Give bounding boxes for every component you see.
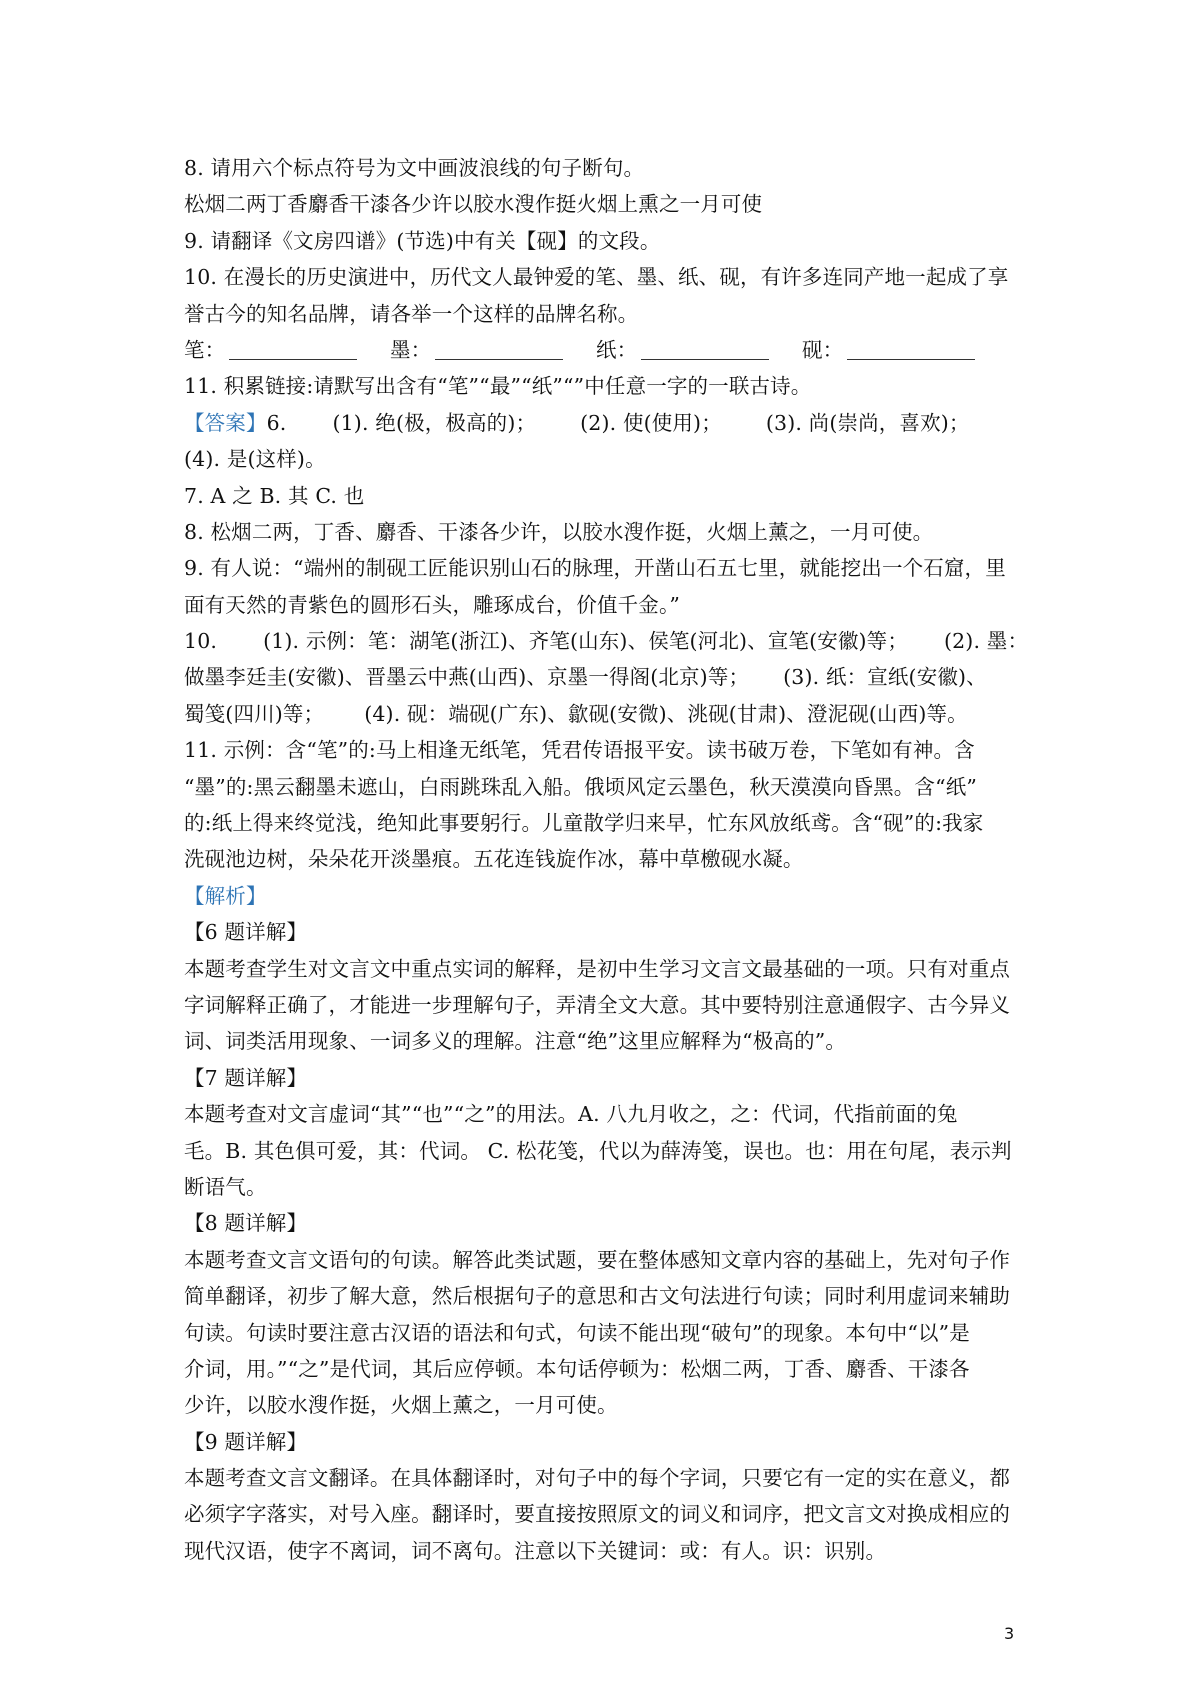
question-11-prompt: 11. 积累链接:请默写出含有“笔”“最”“纸”“”中任意一字的一联古诗。 bbox=[184, 374, 812, 399]
detail-7-heading: 【7 题详解】 bbox=[184, 1065, 308, 1090]
question-9-prompt: 9. 请翻译《文房四谱》(节选)中有关【砚】的文段。 bbox=[184, 228, 661, 253]
answer-6-line-1 bbox=[184, 405, 1030, 441]
question-10-prompt-line-2: 誉古今的知名品牌，请各举一个这样的品牌名称。 bbox=[184, 301, 639, 326]
paper-blank bbox=[641, 339, 769, 360]
answer-10-part-1: (1). 示例：笔：湖笔(浙江)、齐笔(山东)、侯笔(河北)、宣笔(安徽)等； bbox=[263, 629, 908, 654]
answer-11-line-4: 洗砚池边树，朵朵花开淡墨痕。五花连钱旋作冰，幕中草檄砚水凝。 bbox=[184, 847, 804, 872]
detail-8-line: 本题考查文言文语句的句读。解答此类试题，要在整体感知文章内容的基础上，先对句子作 bbox=[184, 1247, 1010, 1272]
answer-8: 8. 松烟二两，丁香、麝香、干漆各少许，以胶水溲作挺，火烟上薰之，一月可使。 bbox=[184, 519, 934, 544]
ink-blank bbox=[435, 339, 563, 360]
detail-8-line: 简单翻译，初步了解大意，然后根据句子的意思和古文句法进行句读；同时利用虚词来辅助 bbox=[184, 1284, 1010, 1309]
answer-11-line-1: 11. 示例：含“笔”的:马上相逢无纸笔，凭君传语报平安。读书破万卷，下笔如有神。含 bbox=[184, 738, 975, 763]
detail-8-line: 介词，用。”“之”是代词，其后应停顿。本句话停顿为：松烟二两，丁香、麝香、干漆各 bbox=[184, 1356, 970, 1381]
answer-6-line-2: (4). 是(这样)。 bbox=[184, 447, 326, 472]
detail-9-heading: 【9 题详解】 bbox=[184, 1429, 308, 1454]
detail-9-line: 现代汉语，使字不离词，词不离句。注意以下关键词：或：有人。识：识别。 bbox=[184, 1538, 887, 1563]
detail-8-line: 句读。句读时要注意古汉语的语法和句式，句读不能出现“破句”的现象。本句中“以”是 bbox=[184, 1320, 970, 1345]
document-body bbox=[184, 150, 1030, 1569]
inkstone-blank bbox=[847, 339, 975, 360]
page-number: 3 bbox=[1004, 1624, 1015, 1643]
answer-6-part-3: (3). 尚(崇尚，喜欢)； bbox=[765, 410, 970, 435]
detail-6-line: 字词解释正确了，才能进一步理解句子，弄清全文大意。其中要特别注意通假字、古今异义 bbox=[184, 992, 1010, 1017]
answer-6-part-1: (1). 绝(极，极高的)； bbox=[332, 410, 537, 435]
analysis-tag: 【解析】 bbox=[184, 883, 267, 908]
ink-label: 墨： bbox=[389, 337, 432, 362]
answer-10-line-3-part-2: (4). 砚：端砚(广东)、歙砚(安微)、洮砚(甘肃)、澄泥砚(山西)等。 bbox=[364, 701, 968, 726]
answer-10-line-2-part-1: 做墨李廷圭(安徽)、晋墨云中燕(山西)、京墨一得阁(北京)等； bbox=[184, 665, 750, 690]
answer-11-line-2: “墨”的:黑云翻墨未遮山，白雨跳珠乱入船。俄顷风定云墨色，秋天漠漠向昏黑。含“纸” bbox=[184, 774, 977, 799]
answer-10-line-3-part-1: 蜀笺(四川)等； bbox=[184, 701, 325, 726]
answer-10-line-2 bbox=[184, 659, 1030, 695]
detail-7-line: 毛。B. 其色俱可爱，其：代词。 C. 松花笺，代以为薛涛笺，误也。也：用在句尾，表示判 bbox=[184, 1138, 1012, 1163]
question-10-blanks bbox=[184, 332, 1030, 368]
detail-9-line: 本题考查文言文翻译。在具体翻译时，对句子中的每个字词，只要它有一定的实在意义，都 bbox=[184, 1466, 1010, 1491]
detail-8-heading: 【8 题详解】 bbox=[184, 1211, 308, 1236]
answer-11-line-3: 的:纸上得来终觉浅，绝知此事要躬行。儿童散学归来早，忙东风放纸鸢。含“砚”的:我家 bbox=[184, 811, 984, 836]
answer-10-line-1 bbox=[184, 623, 1030, 659]
inkstone-label: 砚： bbox=[801, 337, 844, 362]
detail-7-line: 断语气。 bbox=[184, 1174, 267, 1199]
answer-10-line-3 bbox=[184, 696, 1030, 732]
detail-6-heading: 【6 题详解】 bbox=[184, 920, 308, 945]
answer-6-number: 6. bbox=[266, 410, 287, 435]
answer-10-number: 10. bbox=[184, 629, 218, 654]
detail-6-line: 本题考查学生对文言文中重点实词的解释，是初中生学习文言文最基础的一项。只有对重点 bbox=[184, 956, 1010, 981]
answer-7: 7. A 之 B. 其 C. 也 bbox=[184, 483, 365, 508]
question-8-prompt: 8. 请用六个标点符号为文中画波浪线的句子断句。 bbox=[184, 156, 645, 180]
answer-tag: 【答案】 bbox=[184, 410, 267, 435]
brush-label: 笔： bbox=[184, 337, 226, 362]
answer-9-line-1: 9. 有人说：“端州的制砚工匠能识别山石的脉理，开凿山石五七里，就能挖出一个石窟，里 bbox=[184, 556, 1006, 581]
question-8-sentence: 松烟二两丁香麝香干漆各少许以胶水溲作挺火烟上熏之一月可使 bbox=[184, 192, 763, 217]
answer-9-line-2: 面有天然的青紫色的圆形石头，雕琢成台，价值千金。” bbox=[184, 592, 680, 617]
question-10-prompt-line-1: 10. 在漫长的历史演进中，历代文人最钟爱的笔、墨、纸、砚，有许多连同产地一起成了享 bbox=[184, 265, 1009, 290]
detail-7-line: 本题考查对文言虚词“其”“也”“之”的用法。A. 八九月收之，之：代词，代指前面的兔 bbox=[184, 1102, 958, 1127]
answer-10-line-2-part-2: (3). 纸：宣纸(安徽)、 bbox=[783, 665, 987, 690]
detail-8-line: 少许，以胶水溲作挺，火烟上薰之，一月可使。 bbox=[184, 1393, 618, 1418]
detail-9-line: 必须字字落实，对号入座。翻译时，要直接按照原文的词义和词序，把文言文对换成相应的 bbox=[184, 1502, 1010, 1527]
detail-6-line: 词、词类活用现象、一词多义的理解。注意“绝”这里应解释为“极高的”。 bbox=[184, 1029, 847, 1054]
answer-6-part-2: (2). 使(使用)； bbox=[580, 410, 722, 435]
brush-blank bbox=[229, 339, 357, 360]
answer-10-part-2: (2). 墨： bbox=[943, 629, 1029, 654]
paper-label: 纸： bbox=[595, 337, 638, 362]
